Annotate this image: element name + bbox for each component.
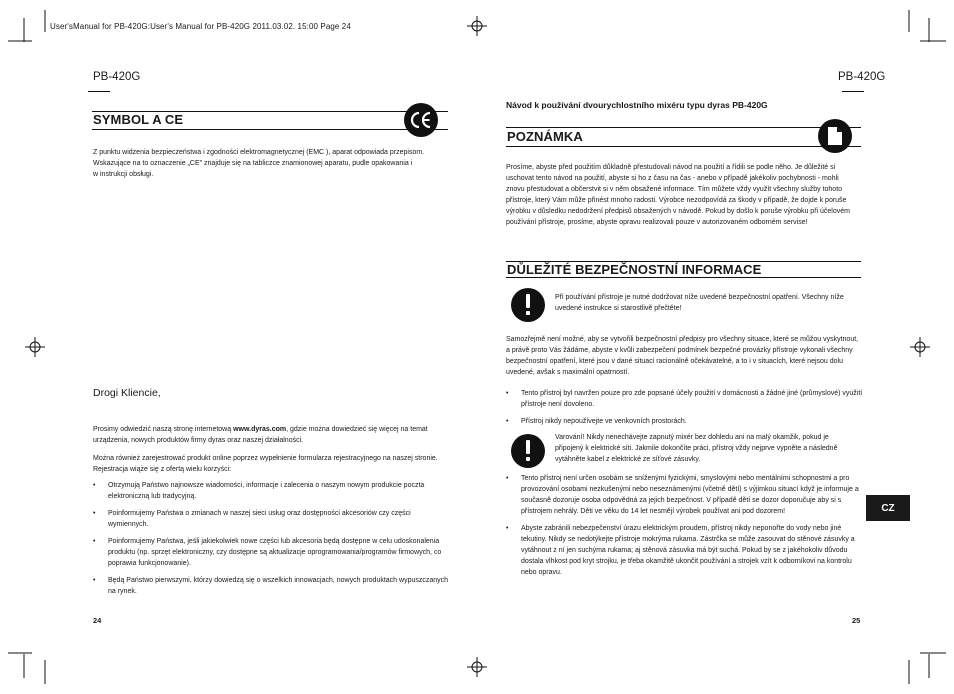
- header-rule-left: [88, 91, 110, 92]
- manual-subtitle: Návod k používání dvourychlostního mixéru typu dyras PB-420G: [506, 100, 768, 110]
- list-item: • Přístroj nikdy nepoužívejte ve venkovních prostorách.: [506, 416, 864, 427]
- ce-line: Z punktu widzenia bezpieczeństwa i zgodności elektromagnetycznej (EMC ), aparat odpowiada przepisom.: [93, 149, 425, 156]
- section-title-ce: SYMBOL A CE: [93, 112, 184, 127]
- list-item: • Poinformujemy Państwa, jeśli jakiekolwiek nowe części lub akcesoria będą dostępne w celu udoskonalenia produktu (np. sprzęt elektroniczny, czy dostępne są aktualizacje oprogramowania/programów firmowych, co poprawia funkcjonowanie).: [93, 536, 449, 569]
- register-line: Rejestracja wiąże się z ofertą wielu korzyści:: [93, 466, 232, 473]
- section-rule-bottom: [506, 146, 861, 147]
- model-name-right: PB-420G: [838, 71, 886, 83]
- language-tab: CZ: [866, 495, 910, 521]
- ce-paragraph: [93, 147, 433, 180]
- safety-paragraph: Samozřejmě není možné, aby se vytvořili bezpečnostní předpisy pro všechny situace, které se můžou vyskytnout, a právě proto Vás žádáme, abyste v kvůli zabezpečení podmínek bezpečné provázky přístroje vykonali všechny bezpečnostní opatření, které jsou v dané situaci racionálně očekávatelné, a to i v situacích, které nejsou dolu uvedené, avšak s maximální opatrností.: [506, 336, 859, 376]
- page-number-left: 24: [93, 616, 102, 625]
- safety-list-a: [506, 388, 864, 433]
- note-paragraph: Prosíme, abyste před použitím důkladně přestudovali návod na použití a řídili se podle něho. Je důležité si uschovat tento návod na použití, abyste si ho z času na čas - anebo v případě jakékoliv pochybnosti - mohli znovu přestudovat a občerstvit si v něm obsažené informace. Tím můžete vždy využít všechny služby tohoto přístroje, který Vám může přinést mnoho radosti. Výrobce nezodpovídá za škody v případě, že dojde k poruše výrobku v důsledku nedodržení předpisů obsažených v návodě. Pokud by došlo k poruše výrobku při účelovém používání přístroje, prosíme, abyste opravu realizovali pouze v autorizovaném odborném servise!: [506, 164, 850, 226]
- section-rule-bottom: [92, 129, 448, 130]
- list-item: • Otrzymują Państwo najnowsze wiadomości, informacje i zalecenia o naszym nowym produkcie poczta elektroniczną lub tradycyjną.: [93, 480, 449, 502]
- exclamation-icon: [511, 434, 545, 468]
- warning-text: Při používání přístroje je nutné dodržovat níže uvedené bezpečnostní opatření. Všechny níže uvedené instrukce si starostlivě přečtěte!: [555, 294, 844, 312]
- document-icon: [818, 119, 852, 153]
- intro-text: Prosimy odwiedzić naszą stronę internetową: [93, 426, 234, 433]
- website-link[interactable]: www.dyras.com: [233, 426, 287, 433]
- header-rule-right: [842, 91, 864, 92]
- ce-line: w instrukcji obsługi.: [93, 171, 154, 178]
- section-rule-top: [506, 127, 861, 128]
- safety-list-b: [506, 473, 864, 584]
- model-name-left: PB-420G: [93, 71, 141, 83]
- register-paragraph: [93, 453, 443, 475]
- exclamation-icon: [511, 288, 545, 322]
- intro-text-end: , gdzie można dowiedzieć się więcej na temat: [286, 426, 428, 433]
- benefits-list: [93, 480, 449, 603]
- print-slug: User'sManual for PB-420G:User's Manual for PB-420G 2011.03.02. 15:00 Page 24: [50, 22, 351, 31]
- section-title-note: POZNÁMKA: [507, 129, 583, 144]
- section-title-safety: DŮLEŽITÉ BEZPEČNOSTNÍ INFORMACE: [507, 262, 762, 277]
- page-number-right: 25: [852, 616, 861, 625]
- intro-paragraph: [93, 424, 438, 446]
- ce-mark-icon: [404, 103, 438, 137]
- list-item: • Abyste zabránili nebezpečenství úrazu elektrickým proudem, přístroj nikdy neponořte do vody nebo jiné tekutiny. Nikdy se nedotýkejte přístroje mokrýma rukama. Zástrčka se může zasouvat do stěnové zásuvky a vytáhnout z ní jen suchýma rukama; aj stěnová zásuvka má být suchá. Pokud by se z jakéhokoliv důvodu dostala vlhkost pod kryt strojku, je třeba okamžitě ukončit používání a strojek vzít k odborníkovi na kontrolu nebo opravu.: [506, 523, 864, 578]
- list-item: • Będą Państwo pierwszymi, którzy dowiedzą się o wszelkich innowacjach, nowych produktach wypuszczanych na rynek.: [93, 575, 449, 597]
- list-item: • Poinformujemy Państwa o zmianach w naszej sieci usług oraz dostępności akcesoriów czy części wymiennych.: [93, 508, 449, 530]
- intro-line: urządzenia, nowych produktów firmy dyras oraz naszej działalności.: [93, 437, 304, 444]
- register-line: Można również zarejestrować produkt online poprzez wypełnienie formularza rejestracyjnego na naszej stronie.: [93, 455, 438, 462]
- warning-text: Varování! Nikdy nenechávejte zapnutý mixér bez dohledu ani na malý okamžik, pokud je připojený k elektrické síti. Jakmile dokončíte práci, přístroj vždy nejprve vypněte a následně vytáhněte kabel z elektrické ze síťové zásuvky.: [555, 434, 838, 463]
- list-item: • Tento přístroj byl navržen pouze pro zde popsané účely použití v domácnosti a žádné jiné (průmyslové) využití přístroje není dovoleno.: [506, 388, 864, 410]
- greeting: Drogi Kliencie,: [93, 387, 161, 399]
- ce-line: Wskazujące na to oznaczenie „CE" znajduje się na tabliczce znamionowej aparatu, pudle opakowania i: [93, 160, 413, 167]
- list-item: • Tento přístroj není určen osobám se sníženými fyzickými, smyslovými nebo mentálními schopnostmi a pro provozování osobami nezkušenými nebo neseznámenými (včetně dětí) s výjimkou situací když je informuje a současně dozoruje osoba odpovědná za jejich bezpečnost. V případě dětí se dozor doporučuje aby si s přístrojem nehrály. Děti ve věku do 14 let nesmějí výrobek používat ani pod dozorem!: [506, 473, 864, 517]
- section-rule-bottom: [506, 277, 861, 278]
